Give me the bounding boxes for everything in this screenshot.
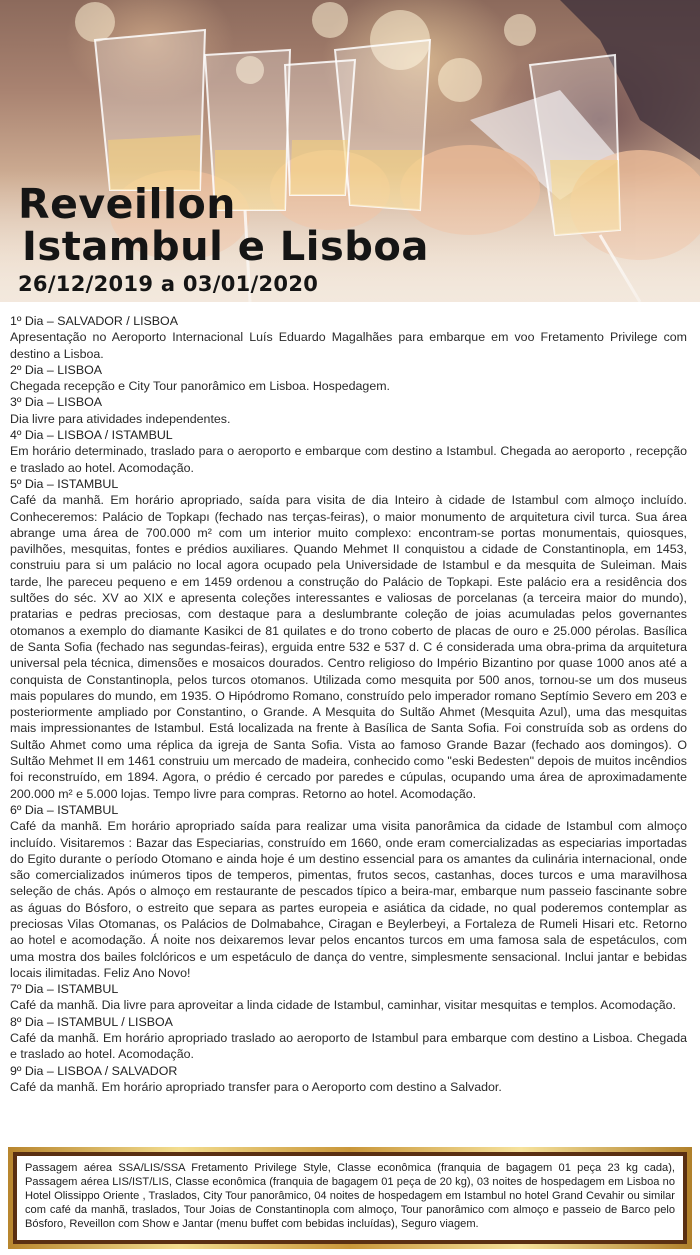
title-line-2: Istambul e Lisboa <box>22 224 429 270</box>
day-description: Café da manhã. Em horário apropriado transfer para o Aeroporto com destino a Salvador. <box>10 1079 502 1094</box>
day-9 <box>10 1063 687 1096</box>
day-title: 3º Dia – LISBOA <box>10 395 102 410</box>
day-5 <box>10 476 687 802</box>
itinerary <box>10 313 687 1095</box>
day-2 <box>10 362 687 395</box>
day-title: 5º Dia – ISTAMBUL <box>10 476 119 491</box>
day-description: Dia livre para atividades independentes. <box>10 411 231 426</box>
day-description: Café da manhã. Em horário apropriado traslado ao aeroporto de Istambul para embarque com destino a Lisboa. Chegada e traslado ao hotel. Acomodação. <box>10 1031 687 1062</box>
page-title <box>18 180 429 270</box>
day-7 <box>10 981 687 1014</box>
day-description: Chegada recepção e City Tour panorâmico em Lisboa. Hospedagem. <box>10 379 390 394</box>
day-description: Em horário determinado, traslado para o aeroporto e embarque com destino a Istambul. Chegada ao aeroporto , recepção e traslado ao hotel. Acomodação. <box>10 444 687 475</box>
included-services-text: Passagem aérea SSA/LIS/SSA Fretamento Privilege Style, Classe econômica (franquia de bagagem 01 peça 23 kg cada), Passagem aérea LIS/IST/LIS, Classe econômica (franquia de bagagem 01 peça de 20 kg), 03 noites de hospedagem em Lisboa no Hotel Olissippo Oriente , Traslados, City Tour panorâmico, 04 noites de hospedagem em Istambul no hotel Grand Cevahir ou similar com café da manhã, traslados, Tour Joias de Constantinopla com almoço, Tour panorâmico com almoço e passeio de Barco pelo Bósforo, Reveillon com Show e Jantar (menu buffet com bebidas incluídas), Seguro viagem. <box>13 1152 687 1244</box>
day-title: 8º Dia – ISTAMBUL / LISBOA <box>10 1014 173 1029</box>
day-1 <box>10 313 687 362</box>
day-6 <box>10 802 687 981</box>
day-title: 9º Dia – LISBOA / SALVADOR <box>10 1063 178 1078</box>
day-description: Café da manhã. Dia livre para aproveitar a linda cidade de Istambul, caminhar, visitar mesquitas e templos. Acomodação. <box>10 998 676 1013</box>
day-title: 1º Dia – SALVADOR / LISBOA <box>10 314 178 328</box>
day-description: Café da manhã. Em horário apropriado saída para realizar uma visita panorâmica da cidade de Istambul com almoço incluído. Visitaremos : Bazar das Especiarias, construído em 1660, onde eram comercializadas as especiarias importadas do Egito durante o período Otomano e ainda hoje é um destino essencial para os amantes da culinária internacional, onde são comercializados inúmeros tipos de temperos, pimentas, frutos secos, castanhas, doces turcos e uma maravilhosa seleção de chás. Após o almoço em restaurante de pescados típico a beira-mar, embarque num passeio fascinante sobre as águas do Bósforo, o estreito que separa as partes europeia e asiática da cidade, no qual poderemos contemplar as preciosas Vilas Otomanas, os Palácios de Dolmabahce, Ciragan e Beylerbeyi, a Fortaleza de Rumeli Hisari etc. Retorno ao hotel e acomodação. Á noite nos deixaremos levar pelos encantos turcos em uma famosa sala de espetáculos, com uma mostra dos bailes folclóricos e um espetáculo de dança do ventre, simplesmente sensacional. Inclui jantar e bebidas locais ilimitadas. Feliz Ano Novo! <box>10 819 687 980</box>
day-8 <box>10 1014 687 1063</box>
included-services-frame <box>8 1147 692 1249</box>
day-title: 4º Dia – LISBOA / ISTAMBUL <box>10 428 173 443</box>
day-3 <box>10 394 687 427</box>
day-title: 6º Dia – ISTAMBUL <box>10 802 119 817</box>
day-title: 7º Dia – ISTAMBUL <box>10 982 119 997</box>
day-title: 2º Dia – LISBOA <box>10 362 102 377</box>
title-line-1: Reveillon <box>18 180 236 228</box>
hero-banner <box>0 0 700 302</box>
day-description: Apresentação no Aeroporto Internacional Luís Eduardo Magalhães para embarque em voo Fretamento Privilege com destino a Lisboa. <box>10 330 687 361</box>
travel-dates: 26/12/2019 a 03/01/2020 <box>18 272 319 296</box>
day-4 <box>10 427 687 476</box>
day-description: Café da manhã. Em horário apropriado, saída para visita de dia Inteiro à cidade de Istambul com almoço incluído. Conheceremos: Palácio de Topkapı (fechado nas terças-feiras), o maior monumento de arquitetura civil turca. Sua área abrange uma área de 700.000 m² com um interior muito complexo: encontram-se portas monumentais, quiosques, pavilhões, mesquitas, fontes e prédios auxiliares. Quando Mehmet II conquistou a cidade de Constantinopla, em 1453, construiu para si um palácio no local agora ocupado pela Universidade de Istambul e da mesquita de Suleiman. Mais tarde, lhe pareceu pequeno e em 1459 ordenou a construção do Palácio de Topkapi. Este palácio era a residência dos sultões do séc. XV ao XIX e apresenta coleções interessantes e valiosas de porcelanas (a terceira maior do mundo), pratarias e pedras preciosas, com destaque para a deslumbrante coleção de joias acumuladas pelos governantes otomanos a exemplo do diamante Kasikci de 81 quilates e do trono coberto de placas de ouro e 25.000 pérolas. Basílica de Santa Sofia (fechado nas segundas-feiras), erguida entre 532 e 537 d. C é considerada uma obra-prima da arquitetura universal pela técnica, dimensões e mosaicos dourados. Centro religioso do Império Bizantino por quase 1000 anos até a conquista de Constantinopla, pelos turcos otomanos. Utilizada como mesquita por 500 anos, tornou-se um dos museus mais populares do mundo, em 1935. O Hipódromo Romano, construído pelo imperador romano Septímio Severo em 203 e posteriormente ampliado por Constantino, o Grande. A Mesquita do Sultão Ahmet (Mesquita Azul), uma das mesquitas mais impressionantes de Istambul. Está localizada na frente à Basílica de Santa Sofia. Foi construída sob as ordens do Sultão Ahmet como uma réplica da igreja de Santa Sofia. Vista ao famoso Grande Bazar (fechado aos domingos). O Sultão Mehmet II em 1461 construiu um mercado de madeira, conhecido como "eski Bedesten" depois de muitos incêndios foi reconstruído, em 1894. Agora, o prédio é cercado por paredes e cúpulas, ocupando uma área de aproximadamente 200.000 m² e 5.000 lojas. Tempo livre para compras. Retorno ao hotel. Acomodação. <box>10 493 687 801</box>
